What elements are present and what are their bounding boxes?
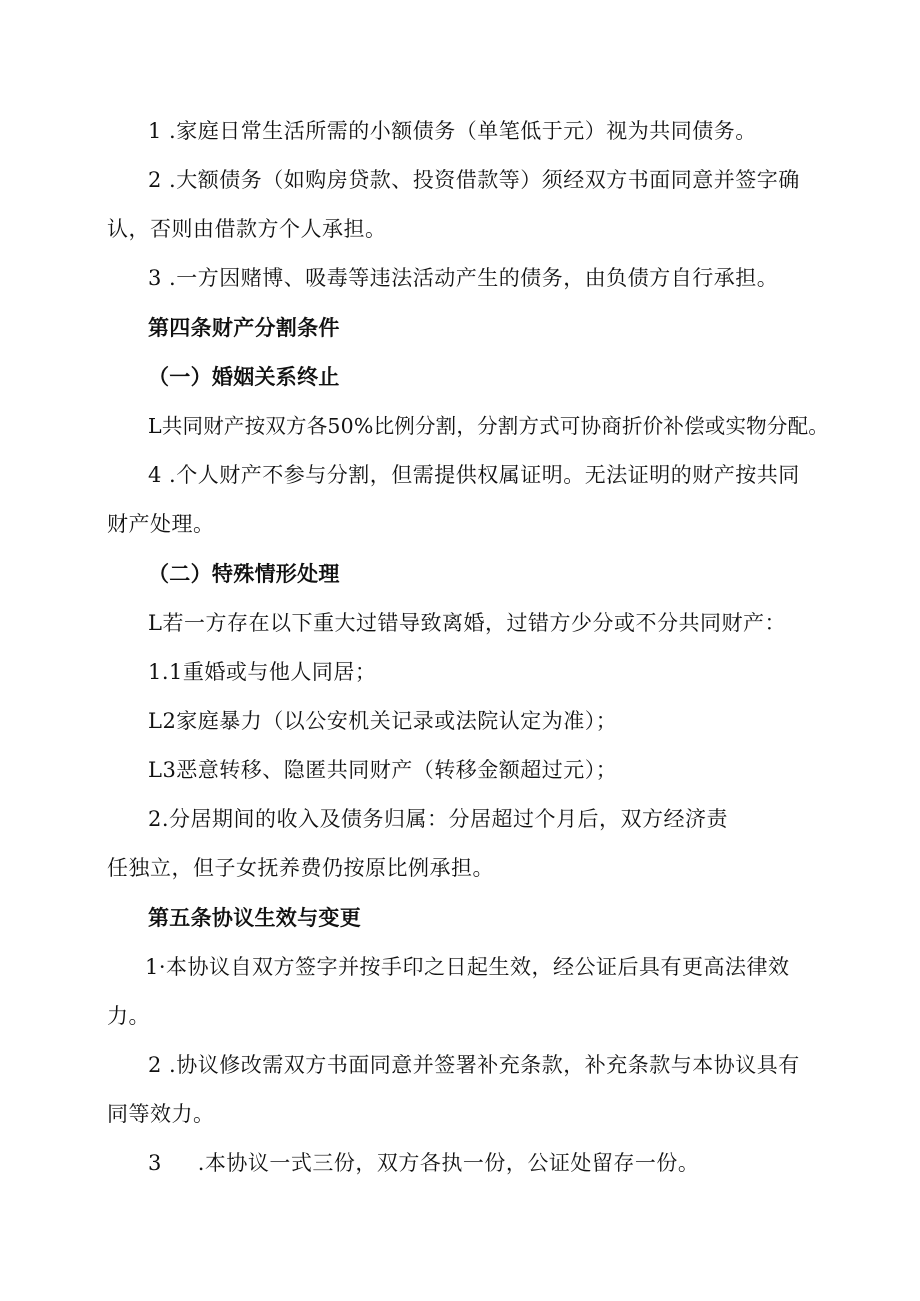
clause-4-2-line-2: 财产处理。 [107,512,215,536]
clause-special-1-2: L2家庭暴力（以公安机关记录或法院认定为准）； [148,709,618,733]
clause-special-1-line-1: L若一方存在以下重大过错导致离婚，过错方少分或不分共同财产： [148,611,786,635]
clause-5-1-line-2: 力。 [107,1004,150,1028]
clause-5-3-line-1: 3 .本协议一式三份，双方各执一份，公证处留存一份。 [148,1151,700,1175]
clause-3-2-line-2: 认，否则由借款方个人承担。 [107,217,387,241]
article-4-heading: 第四条财产分割条件 [148,316,340,340]
section-2-heading: （二）特殊情形处理 [148,562,340,586]
article-5-heading: 第五条协议生效与变更 [148,906,361,930]
clause-5-2-line-2: 同等效力。 [107,1102,215,1126]
clause-3-3-line-1: 3 .一方因赌博、吸毒等违法活动产生的债务，由负债方自行承担。 [148,266,779,290]
clause-3-2-line-1: 2 .大额债务（如购房贷款、投资借款等）须经双方书面同意并签字确 [148,168,800,192]
clause-5-2-line-1: 2 .协议修改需双方书面同意并签署补充条款，补充条款与本协议具有 [148,1053,800,1077]
clause-4-1-line-1: L共同财产按双方各50%比例分割，分割方式可协商折价补偿或实物分配。 [148,414,829,438]
section-1-heading: （一）婚姻关系终止 [148,365,340,389]
clause-special-1-1: 1.1重婚或与他人同居； [148,660,377,684]
clause-3-1-line-1: 1 .家庭日常生活所需的小额债务（单笔低于元）视为共同债务。 [148,119,757,143]
clause-special-2-line-2: 任独立，但子女抚养费仍按原比例承担。 [107,856,494,880]
clause-5-1-line-1: 1·本协议自双方签字并按手印之日起生效，经公证后具有更高法律效 [145,955,790,979]
clause-special-2-line-1: 2.分居期间的收入及债务归属：分居超过个月后，双方经济责 [148,807,729,831]
clause-special-1-3: L3恶意转移、隐匿共同财产（转移金额超过元）； [148,758,618,782]
clause-4-2-line-1: 4 .个人财产不参与分割，但需提供权属证明。无法证明的财产按共同 [148,463,800,487]
